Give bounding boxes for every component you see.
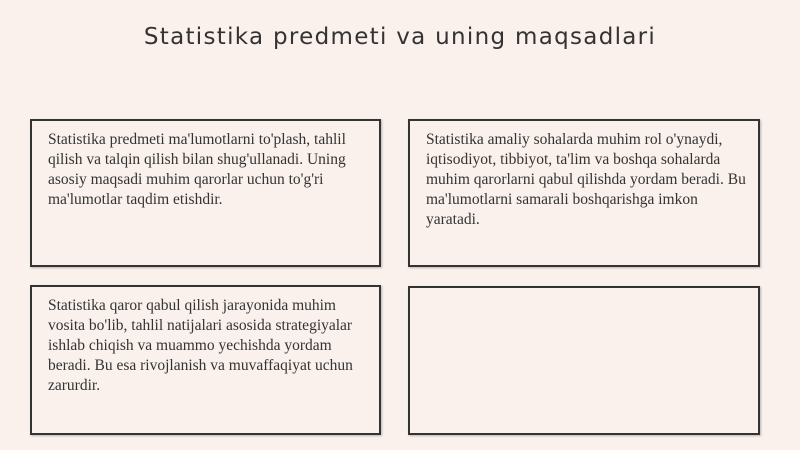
text-box-decision-making	[30, 285, 381, 435]
text-box-applications-text: Statistika amaliy sohalarda muhim rol o'ynaydi, iqtisodiyot, tibbiyot, ta'lim va boshqa sohalarda muhim qarorlarni qabul qilishda yordam beradi. Bu ma'lumotlarni samarali boshqarishga imkon yaratadi.	[426, 131, 746, 228]
text-box-subject-text: Statistika predmeti ma'lumotlarni to'plash, tahlil qilish va talqin qilish bilan shug'ullanadi. Uning asosiy maqsadi muhim qarorlar uchun to'g'ri ma'lumotlar taqdim etishdir.	[48, 131, 346, 208]
text-box-subject	[30, 119, 381, 267]
text-box-empty	[408, 286, 760, 435]
text-box-decision-making-text: Statistika qaror qabul qilish jarayonida muhim vosita bo'lib, tahlil natijalari asosida strategiyalar ishlab chiqish va muammo yechishda yordam beradi. Bu esa rivojlanish va muvaffaqiyat uchun zarurdir.	[48, 297, 353, 394]
text-box-applications	[408, 119, 760, 267]
page-title: Statistika predmeti va uning maqsadlari	[143, 24, 657, 50]
